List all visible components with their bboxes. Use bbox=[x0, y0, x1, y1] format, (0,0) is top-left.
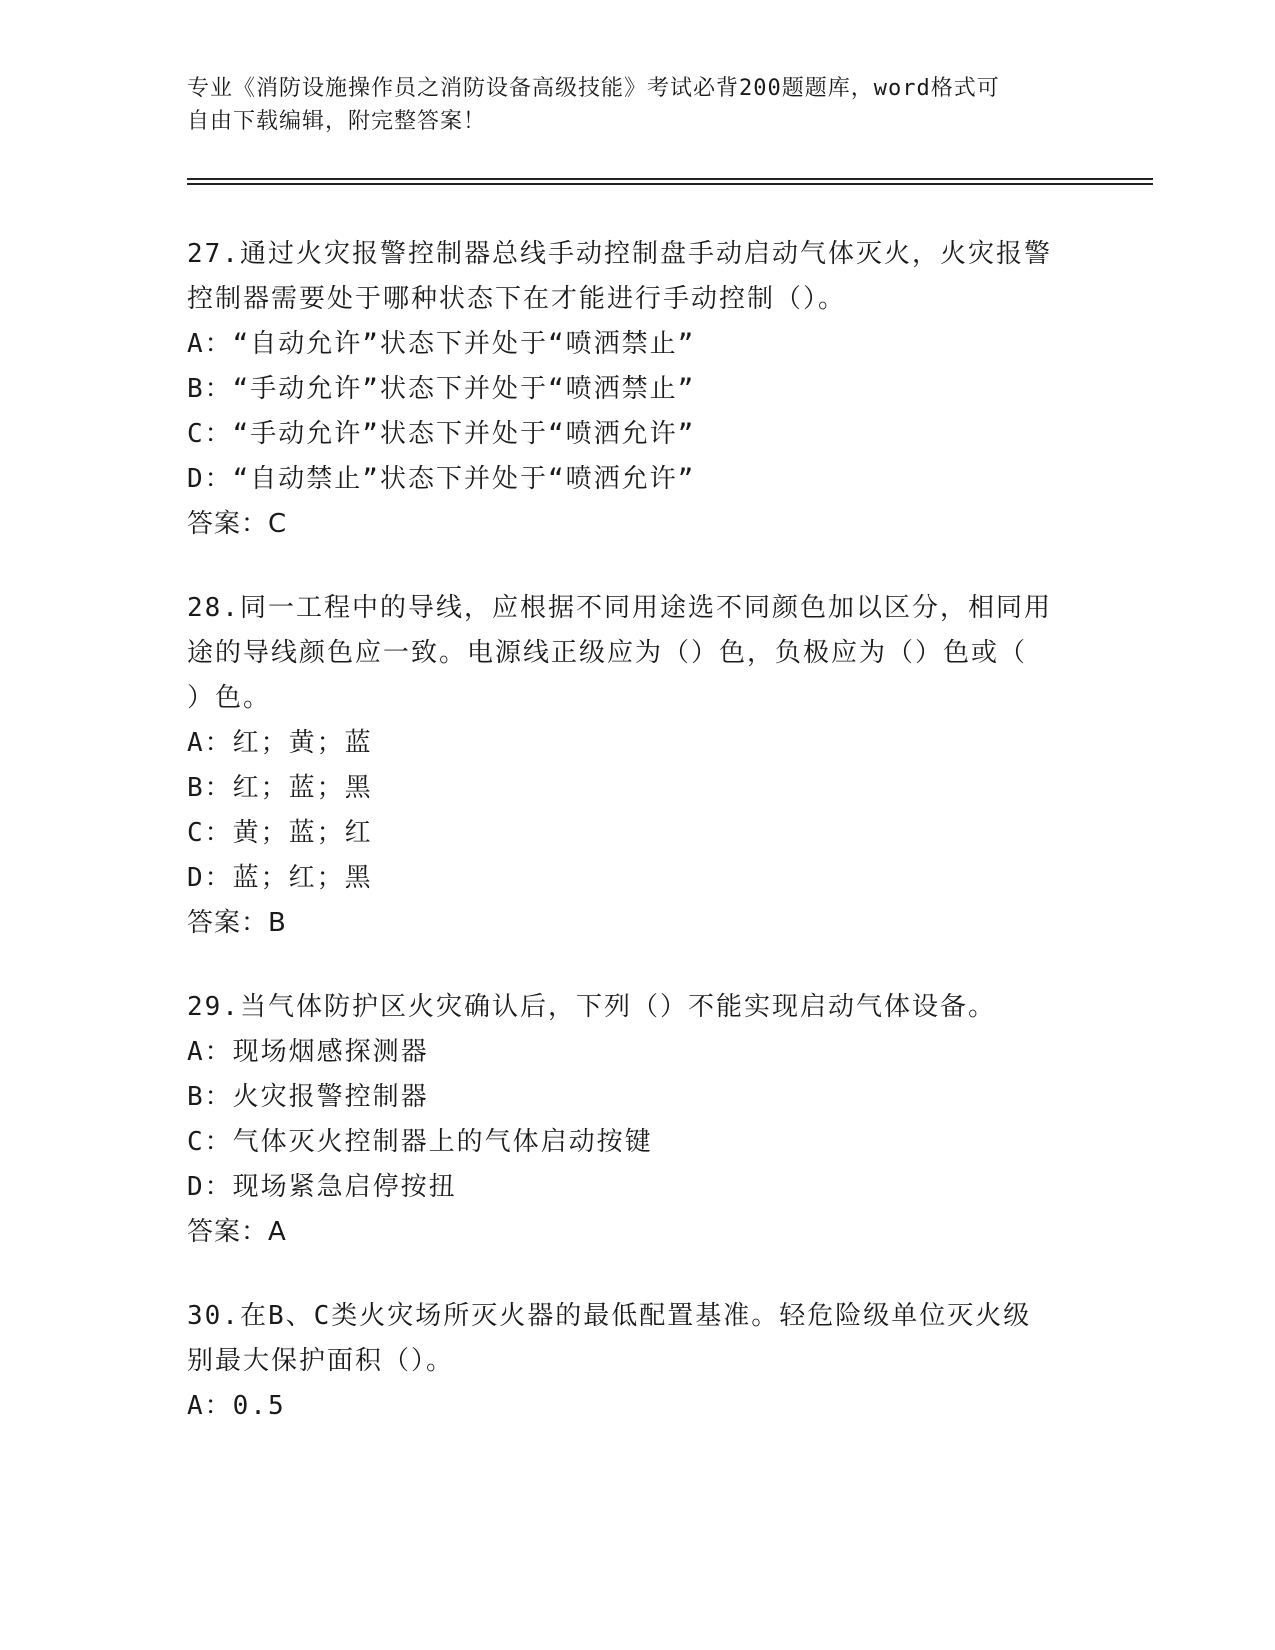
header-line-1: 专业《消防设施操作员之消防设备高级技能》考试必背200题题库，word格式可 bbox=[187, 76, 1000, 101]
answer: 答案：C bbox=[187, 509, 288, 539]
option-c: C：黄；蓝；红 bbox=[187, 818, 373, 848]
question-text-line: 途的导线颜色应一致。电源线正级应为（）色，负极应为（）色或（ bbox=[187, 638, 1028, 668]
option-a: A：现场烟感探测器 bbox=[187, 1037, 429, 1067]
option-c: C：“手动允许”状态下并处于“喷洒允许” bbox=[187, 419, 696, 449]
option-a: A：红；黄；蓝 bbox=[187, 728, 373, 758]
question-text-line: 30.在B、C类火灾场所灭火器的最低配置基准。轻危险级单位灭火级 bbox=[187, 1301, 1032, 1331]
option-d: D：现场紧急启停按扭 bbox=[187, 1172, 457, 1202]
question-text-line: 别最大保护面积（）。 bbox=[187, 1346, 455, 1376]
option-c: C：气体灭火控制器上的气体启动按键 bbox=[187, 1127, 653, 1157]
question-27 bbox=[187, 232, 1067, 547]
question-text-line: 27.通过火灾报警控制器总线手动控制盘手动启动气体灭火，火灾报警 bbox=[187, 239, 1052, 269]
header-divider-bottom bbox=[187, 183, 1153, 185]
question-28 bbox=[187, 586, 1067, 946]
question-30 bbox=[187, 1294, 1067, 1429]
question-text-line: 28.同一工程中的导线，应根据不同用途选不同颜色加以区分，相同用 bbox=[187, 593, 1052, 623]
option-a: A：“自动允许”状态下并处于“喷洒禁止” bbox=[187, 329, 696, 359]
option-b: B：火灾报警控制器 bbox=[187, 1082, 429, 1112]
header-divider-top bbox=[187, 178, 1153, 180]
option-a: A：0.5 bbox=[187, 1391, 286, 1421]
answer: 答案：A bbox=[187, 1217, 287, 1247]
question-text-line: 控制器需要处于哪种状态下在才能进行手动控制（）。 bbox=[187, 284, 847, 314]
header-line-2: 自由下载编辑，附完整答案！ bbox=[187, 109, 487, 134]
question-list bbox=[187, 232, 1067, 1468]
option-d: D：“自动禁止”状态下并处于“喷洒允许” bbox=[187, 464, 696, 494]
question-text-line: 29.当气体防护区火灾确认后，下列（）不能实现启动气体设备。 bbox=[187, 992, 996, 1022]
question-29 bbox=[187, 985, 1067, 1255]
option-b: B：“手动允许”状态下并处于“喷洒禁止” bbox=[187, 374, 696, 404]
question-text-line: ）色。 bbox=[187, 683, 272, 713]
option-d: D：蓝；红；黑 bbox=[187, 863, 373, 893]
document-header bbox=[187, 72, 1067, 138]
answer: 答案：B bbox=[187, 908, 287, 938]
option-b: B：红；蓝；黑 bbox=[187, 773, 373, 803]
